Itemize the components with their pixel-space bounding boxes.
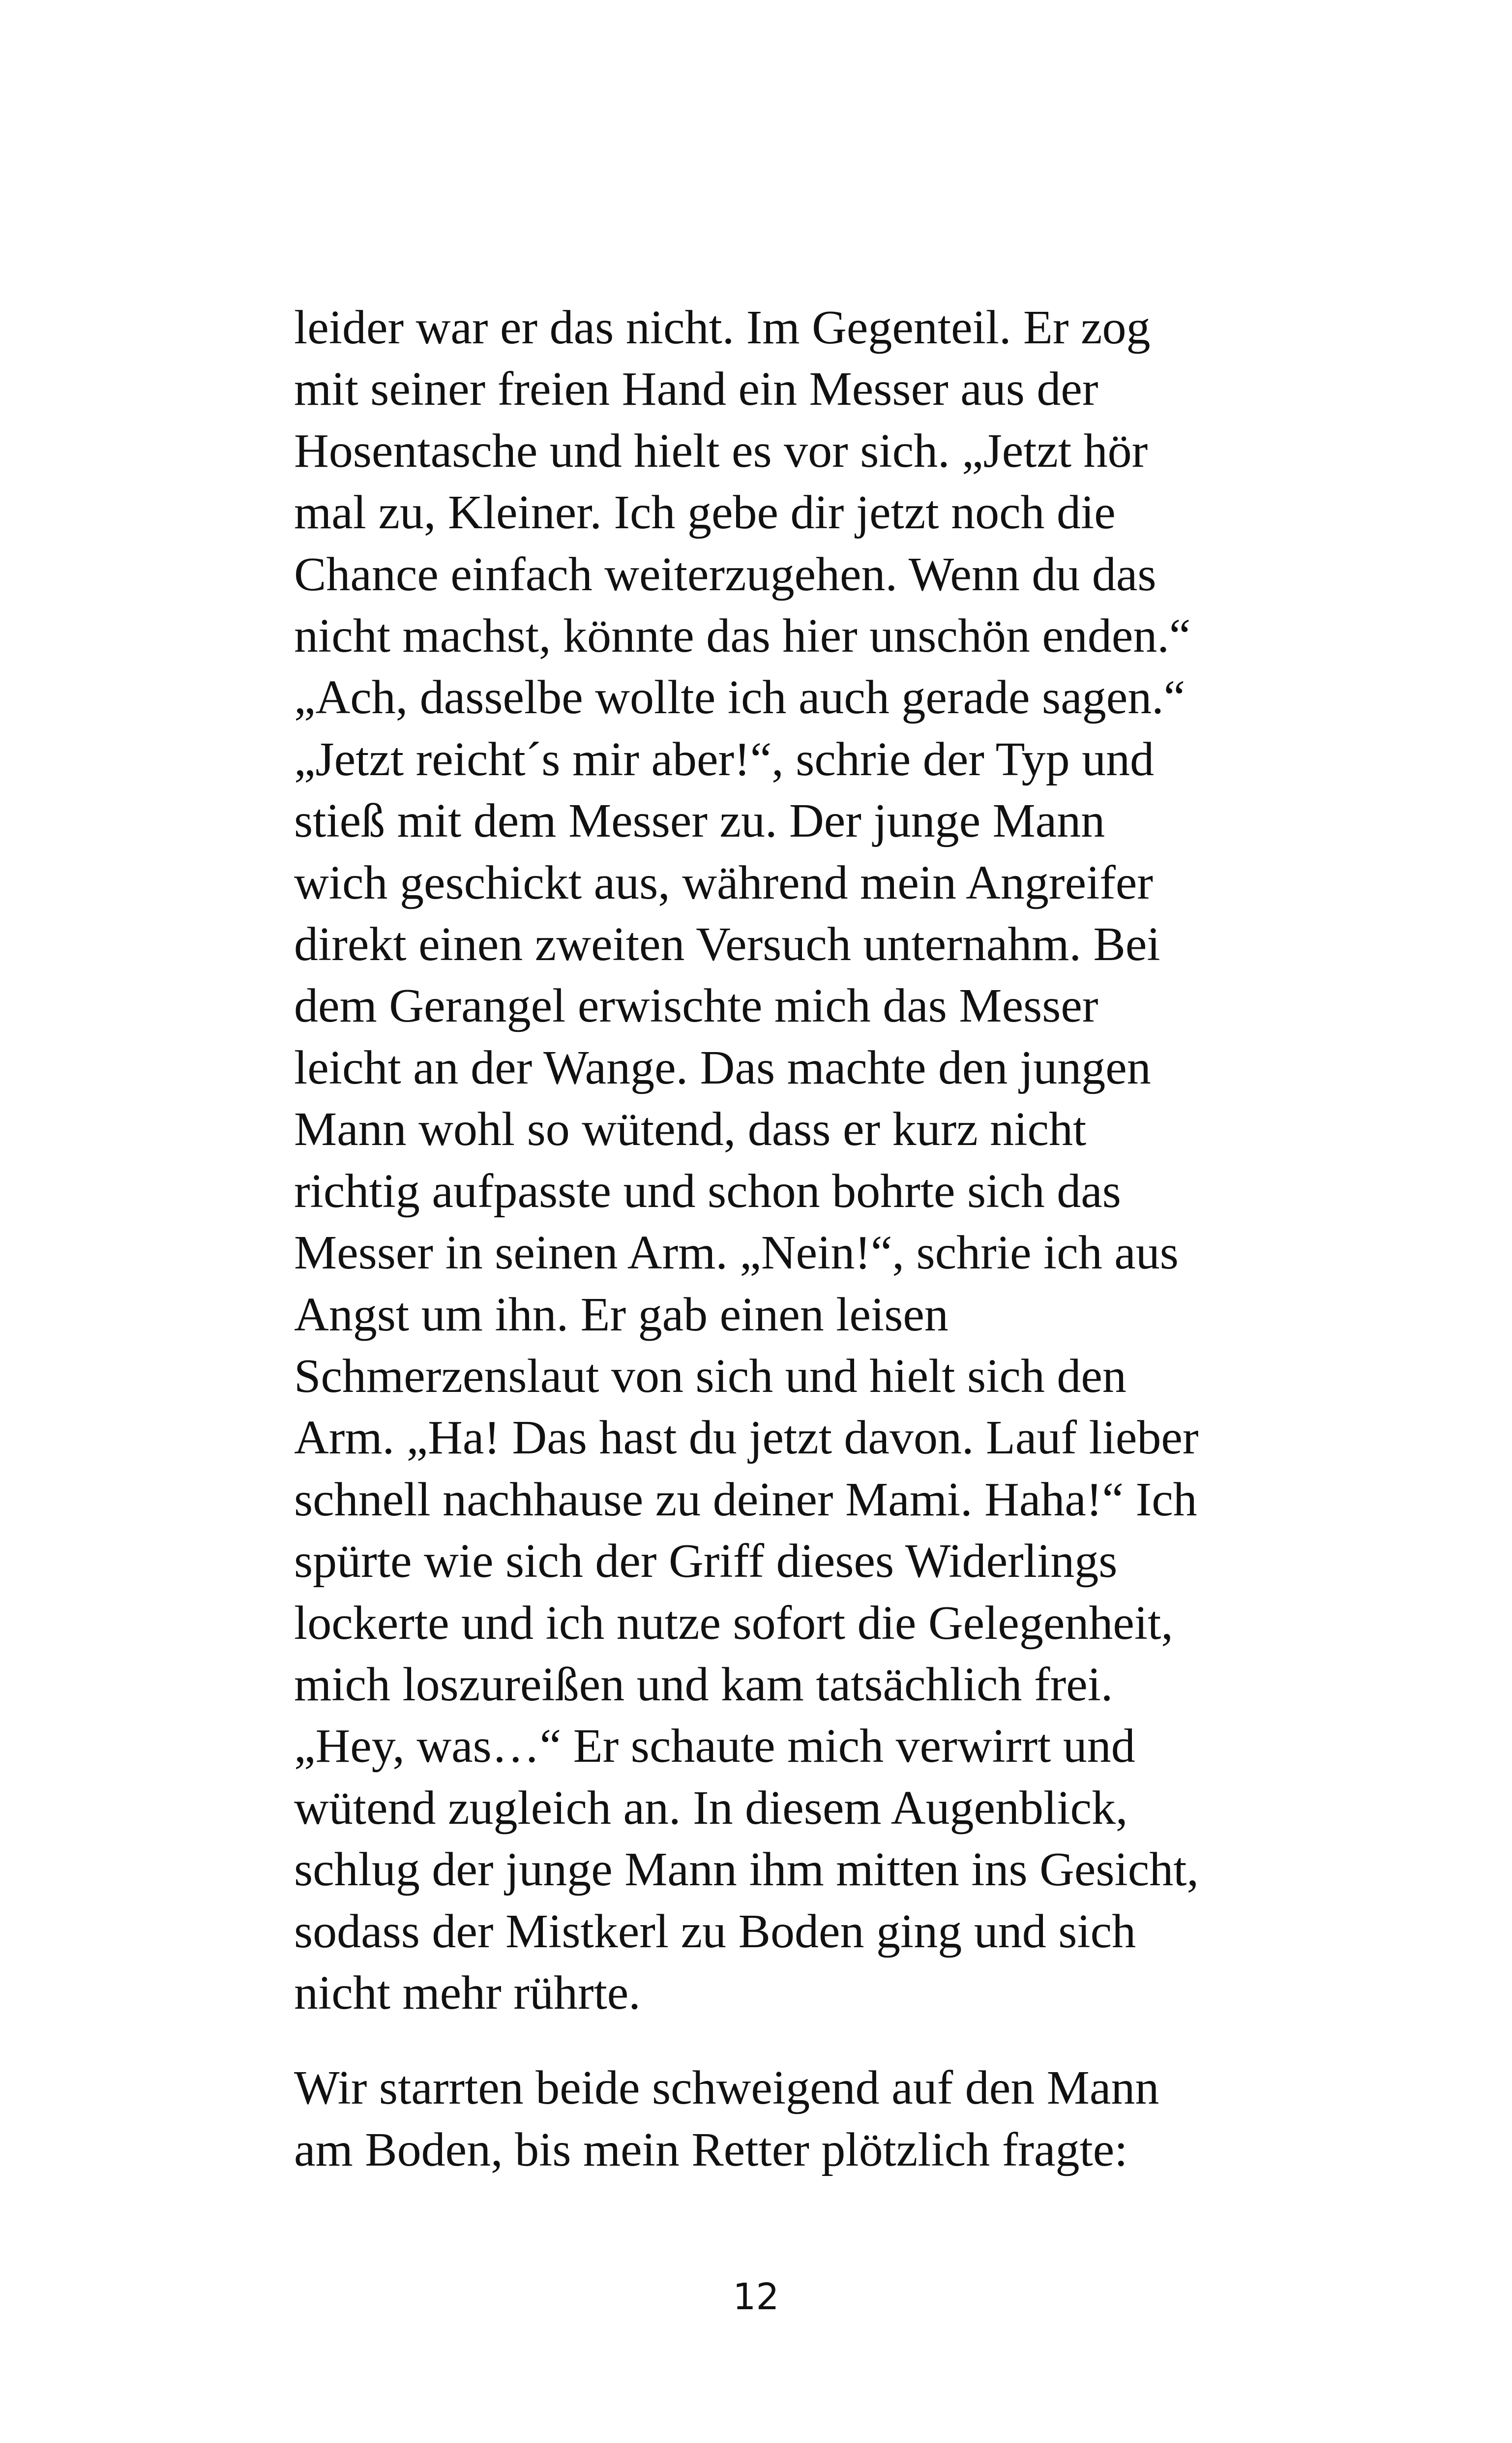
- text-line: „Hey, was…“ Er schaute mich verwirrt und: [294, 1719, 1135, 1773]
- text-line: wich geschickt aus, während mein Angreifer: [294, 856, 1154, 909]
- text-line: wütend zugleich an. In diesem Augenblick,: [294, 1781, 1128, 1835]
- text-line: leicht an der Wange. Das machte den jungen: [294, 1041, 1151, 1094]
- text-line: mich loszureißen und kam tatsächlich frei.: [294, 1658, 1113, 1711]
- text-line: Messer in seinen Arm. „Nein!“, schrie ich aus: [294, 1226, 1179, 1280]
- text-line: dem Gerangel erwischte mich das Messer: [294, 979, 1098, 1033]
- paragraph-2: [294, 2057, 1277, 2181]
- text-line: lockerte und ich nutze sofort die Gelegenheit,: [294, 1596, 1173, 1650]
- text-line: spürte wie sich der Griff dieses Widerlings: [294, 1535, 1118, 1588]
- text-line: richtig aufpasste und schon bohrte sich das: [294, 1164, 1121, 1218]
- text-line: „Jetzt reicht´s mir aber!“, schrie der Typ und: [294, 732, 1155, 786]
- text-line: sodass der Mistkerl zu Boden ging und sich: [294, 1904, 1136, 1958]
- body-text: [294, 297, 1277, 2181]
- text-line: schlug der junge Mann ihm mitten ins Gesicht,: [294, 1843, 1199, 1897]
- text-line: nicht mehr rührte.: [294, 1966, 641, 2020]
- text-line: Angst um ihn. Er gab einen leisen: [294, 1288, 949, 1341]
- page-number: 12: [733, 2276, 779, 2318]
- text-line: Schmerzenslaut von sich und hielt sich den: [294, 1349, 1127, 1403]
- paragraph-1: [294, 297, 1277, 2024]
- text-line: mit seiner freien Hand ein Messer aus der: [294, 362, 1098, 416]
- text-line: Mann wohl so wütend, dass er kurz nicht: [294, 1103, 1087, 1156]
- text-line: leider war er das nicht. Im Gegenteil. Er zog: [294, 301, 1151, 354]
- text-line: Arm. „Ha! Das hast du jetzt davon. Lauf lieber: [294, 1411, 1199, 1465]
- text-line: Chance einfach weiterzugehen. Wenn du das: [294, 547, 1156, 601]
- text-line: direkt einen zweiten Versuch unternahm. Bei: [294, 918, 1160, 971]
- paragraph-spacer: [294, 2024, 1277, 2057]
- text-line: schnell nachhause zu deiner Mami. Haha!“ Ich: [294, 1473, 1197, 1526]
- text-line: Hosentasche und hielt es vor sich. „Jetzt hör: [294, 424, 1148, 478]
- text-line: nicht machst, könnte das hier unschön enden.“: [294, 609, 1191, 663]
- text-line: stieß mit dem Messer zu. Der junge Mann: [294, 794, 1105, 848]
- text-line: mal zu, Kleiner. Ich gebe dir jetzt noch die: [294, 486, 1116, 540]
- text-line: „Ach, dasselbe wollte ich auch gerade sagen.“: [294, 671, 1186, 724]
- text-line: Wir starrten beide schweigend auf den Mann: [294, 2061, 1159, 2115]
- text-line: am Boden, bis mein Retter plötzlich fragte:: [294, 2123, 1128, 2176]
